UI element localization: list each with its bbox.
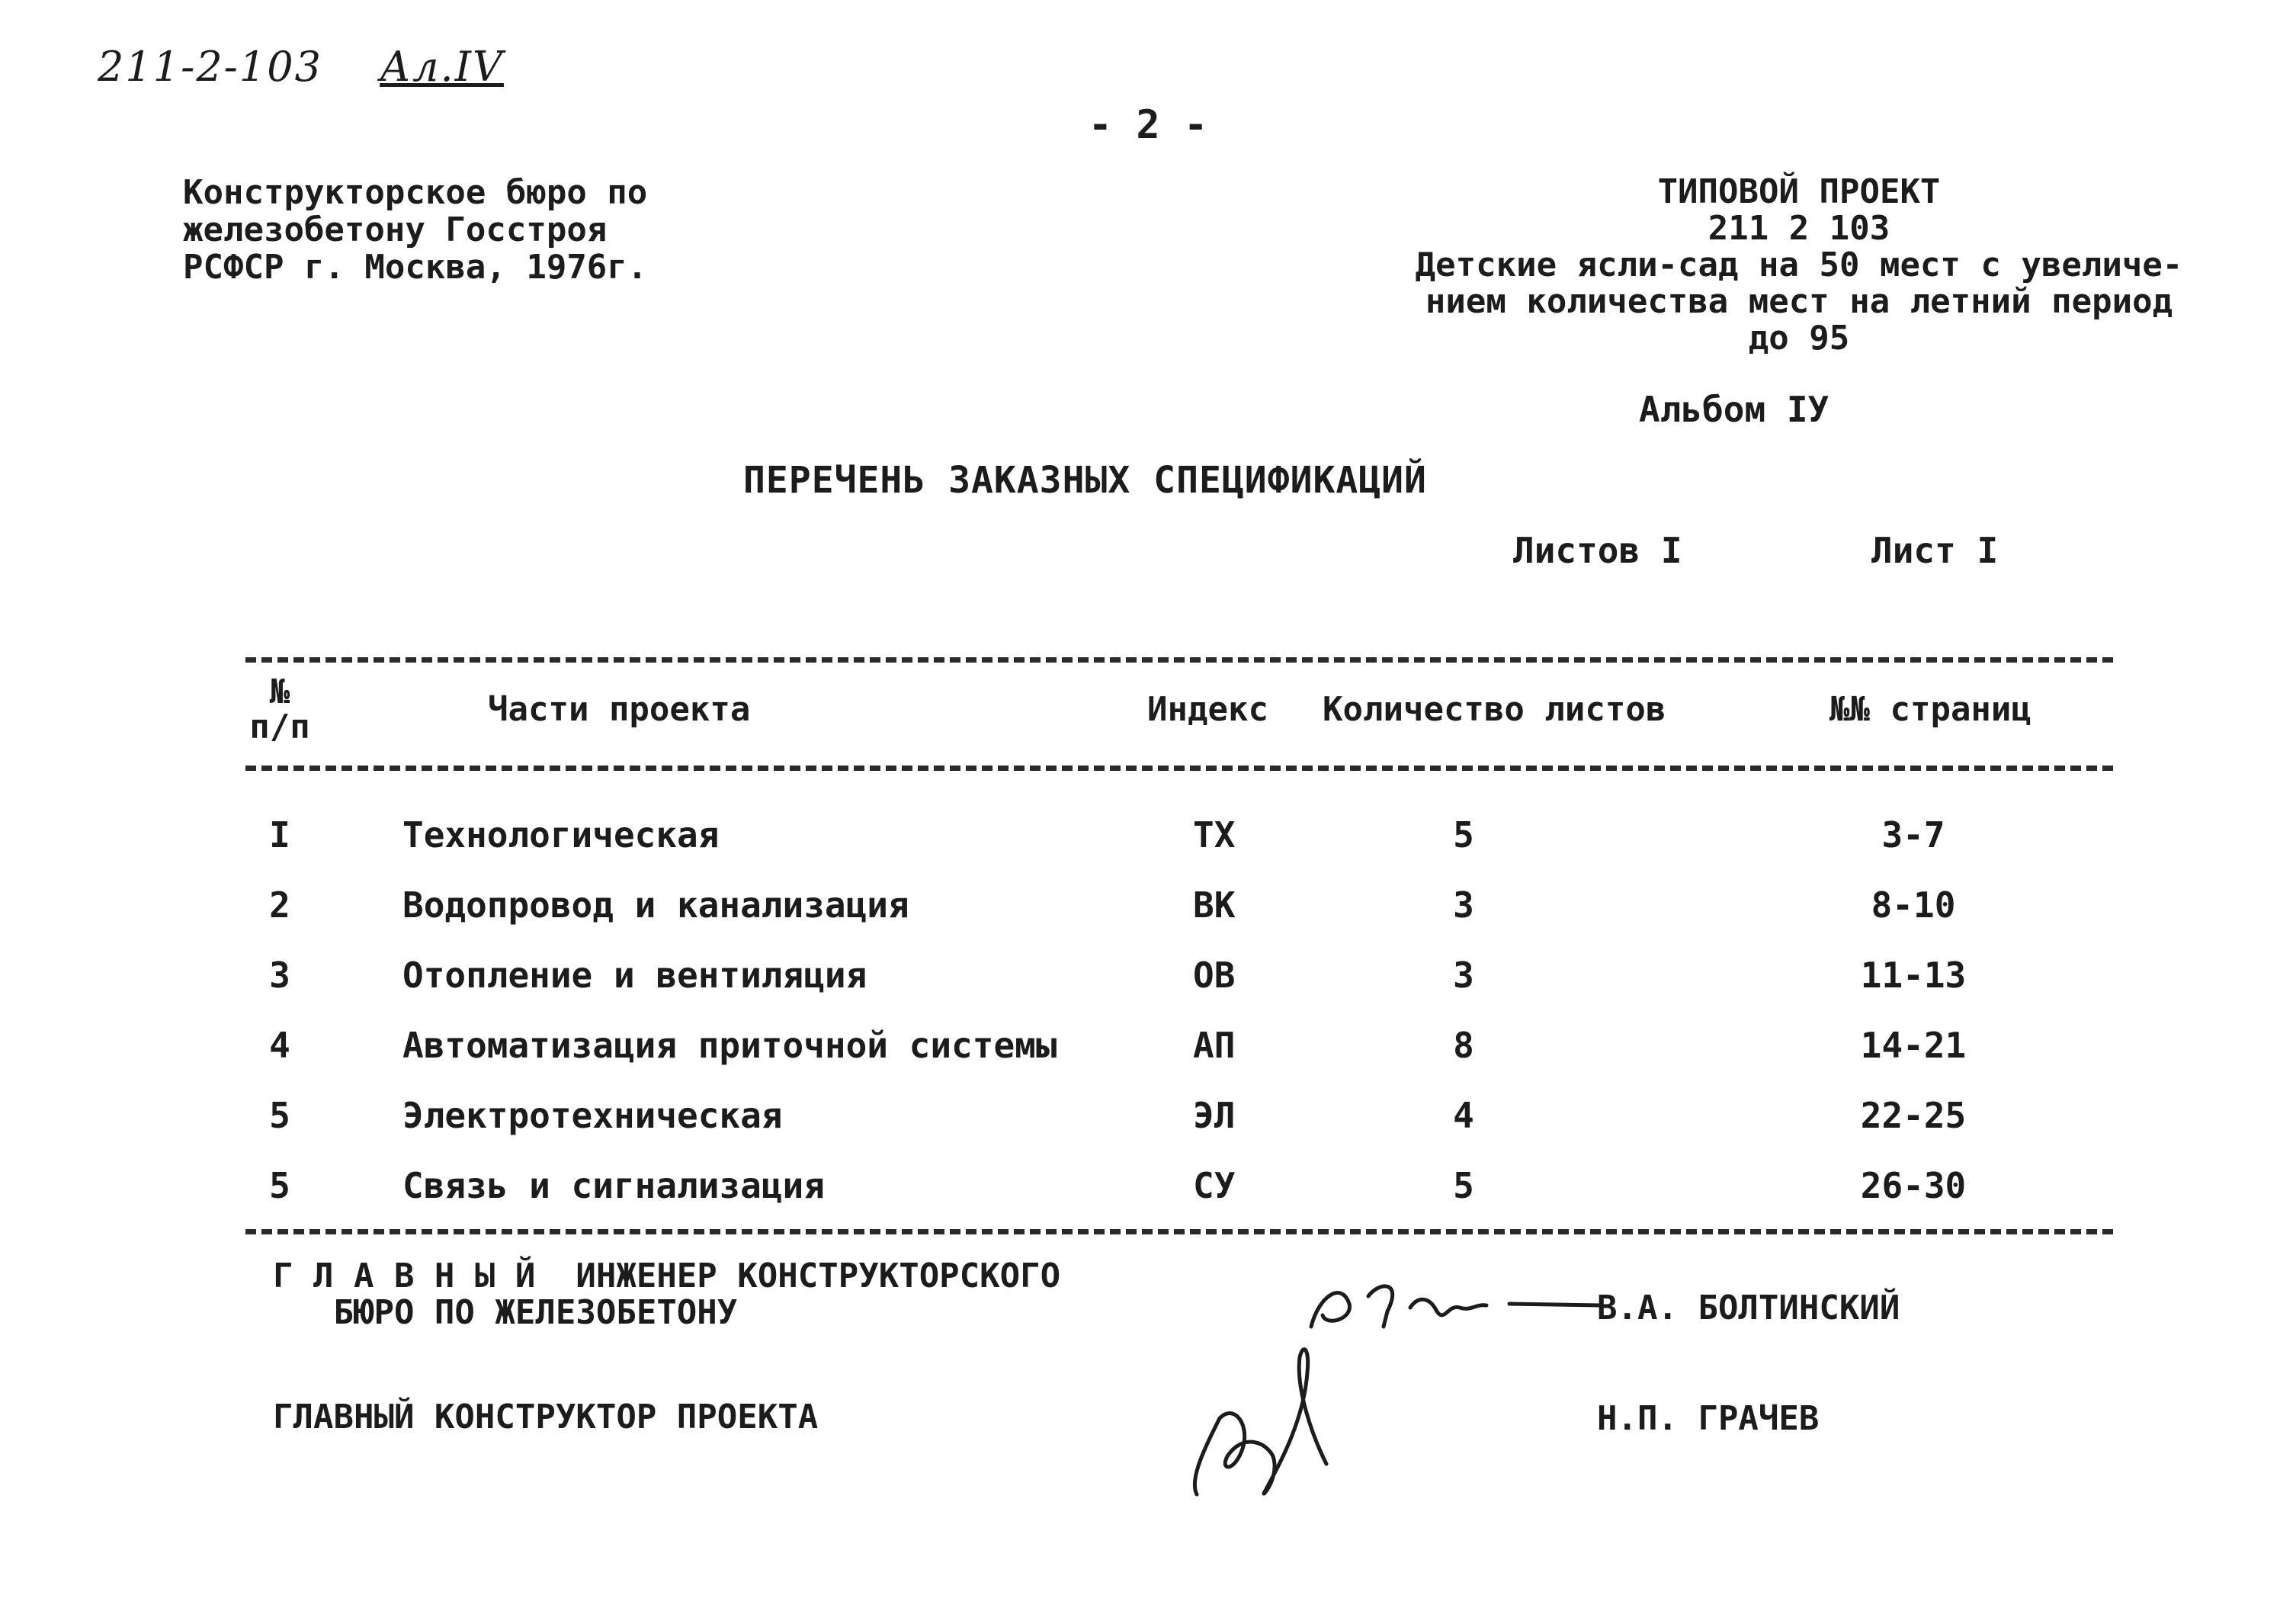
table-row (0, 814, 2296, 884)
row-number: 3 (269, 955, 290, 996)
row-index: ТХ (1193, 814, 1236, 855)
row-part: Связь и сигнализация (402, 1165, 825, 1206)
table-row (0, 955, 2296, 1025)
table-top-rule (245, 657, 2113, 663)
row-index: ЭЛ (1193, 1095, 1236, 1136)
album-label: Альбом IУ (1639, 389, 1829, 430)
signature-role-chief-engineer: Г Л А В Н Ы Й ИНЖЕНЕР КОНСТРУКТОРСКОГО БЮРО ПО ЖЕЛЕЗОБЕТОНУ (273, 1257, 1061, 1332)
organization-line: РСФСР г. Москва, 1976г. (183, 248, 648, 287)
organization-line: железобетону Госстроя (183, 210, 608, 249)
signature-name-chief-designer: Н.П. ГРАЧЕВ (1597, 1399, 1820, 1438)
table-header-rule (245, 766, 2113, 771)
row-count: 4 (1453, 1095, 1474, 1136)
header-index: Индекс (1147, 690, 1268, 729)
table-row (0, 884, 2296, 955)
project-description-line: до 95 (1748, 319, 1850, 358)
page-number: - 2 - (1088, 102, 1208, 148)
header-count: Количество листов (1323, 690, 1666, 729)
row-part: Автоматизация приточной системы (402, 1025, 1057, 1066)
row-pages: 3-7 (1881, 814, 1945, 855)
row-pages: 8-10 (1871, 884, 1956, 926)
row-part: Электротехническая (402, 1095, 783, 1136)
header-pages: №№ страниц (1829, 690, 2031, 729)
row-count: 3 (1453, 955, 1474, 996)
handwritten-code-number: 211-2-103 (98, 43, 322, 91)
signature-role-chief-designer: ГЛАВНЫЙ КОНСТРУКТОР ПРОЕКТА (273, 1398, 819, 1436)
row-count: 8 (1453, 1025, 1474, 1066)
document-title: ПЕРЕЧЕНЬ ЗАКАЗНЫХ СПЕЦИФИКАЦИЙ (743, 459, 1427, 502)
row-pages: 22-25 (1860, 1095, 1967, 1136)
row-part: Отопление и вентиляция (402, 955, 867, 996)
handwritten-project-code (98, 43, 504, 91)
project-description-line: нием количества мест на летний период (1425, 282, 2173, 321)
sheets-total: Листов I (1513, 530, 1682, 571)
project-heading-block (1357, 174, 2241, 357)
row-index: ВК (1193, 884, 1236, 926)
header-number: № п/п (249, 672, 310, 746)
signature-name-chief-engineer: В.А. БОЛТИНСКИЙ (1597, 1289, 1900, 1327)
table-bottom-rule (245, 1229, 2113, 1234)
row-pages: 14-21 (1860, 1025, 1967, 1066)
signature-mark-chief-designer (1174, 1327, 1364, 1510)
organization-block (183, 174, 647, 286)
sheet-current: Лист I (1871, 530, 1999, 571)
row-number: 2 (269, 884, 290, 926)
row-number: 5 (269, 1165, 290, 1206)
row-number: 4 (269, 1025, 290, 1066)
project-description-line: Детские ясли-сад на 50 мест с увеличе- (1415, 246, 2183, 284)
row-pages: 26-30 (1860, 1165, 1967, 1206)
project-number: 211 2 103 (1708, 209, 1890, 248)
handwritten-album-number: Ал.IV (380, 43, 504, 91)
row-part: Технологическая (402, 814, 720, 855)
row-index: АП (1193, 1025, 1236, 1066)
row-pages: 11-13 (1860, 955, 1967, 996)
row-count: 5 (1453, 1165, 1474, 1206)
row-number: I (269, 814, 290, 855)
row-index: ОВ (1193, 955, 1236, 996)
row-index: СУ (1193, 1165, 1236, 1206)
table-row (0, 1025, 2296, 1095)
row-number: 5 (269, 1095, 290, 1136)
table-row (0, 1165, 2296, 1235)
row-count: 5 (1453, 814, 1474, 855)
table-row (0, 1095, 2296, 1165)
header-part: Части проекта (488, 690, 751, 729)
row-part: Водопровод и канализация (402, 884, 909, 926)
row-count: 3 (1453, 884, 1474, 926)
project-heading: ТИПОВОЙ ПРОЕКТ (1657, 172, 1941, 211)
organization-line: Конструкторское бюро по (183, 173, 648, 212)
